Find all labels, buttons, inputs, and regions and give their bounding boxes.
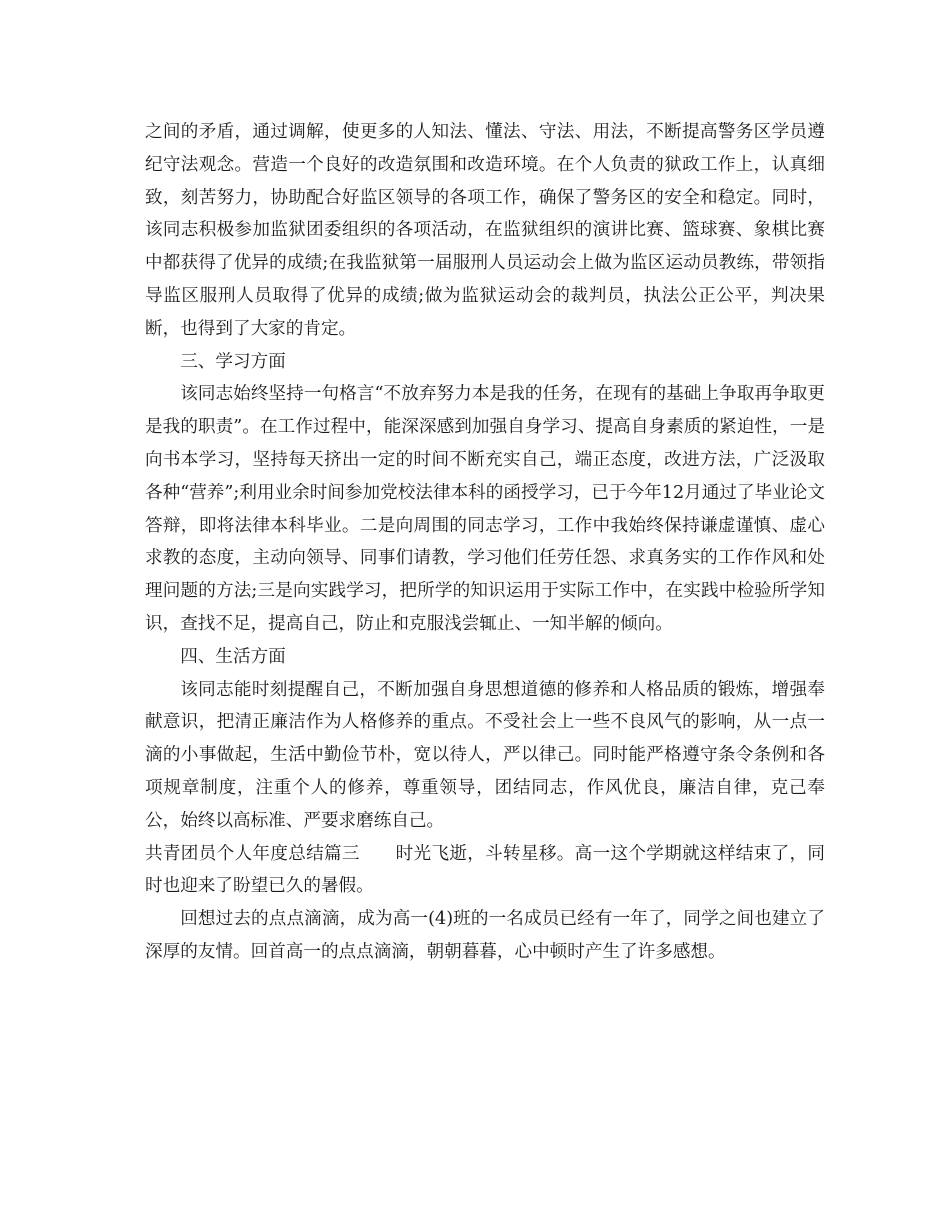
paragraph-life: 该同志能时刻提醒自己，不断加强自身思想道德的修养和人格品质的锻炼，增强奉献意识，把清正廉洁作为人格修养的重点。不受社会上一些不良风气的影响，从一点一滴的小事做起，生活中勤俭节朴，宽以待人，严以律己。同时能严格遵守条令条例和各项规章制度，注重个人的修养，尊重领导，团结同志，作风优良，廉洁自律，克己奉公，始终以高标准、严要求磨练自己。 <box>145 679 825 831</box>
section-heading-study: 三、学习方面 <box>180 351 286 372</box>
paragraph-reflection: 回想过去的点点滴滴，成为高一(4)班的一名成员已经有一年了，同学之间也建立了深厚的友情。回首高一的点点滴滴，朝朝暮暮，心中顿时产生了许多感想。 <box>145 909 825 962</box>
paragraph-study: 该同志始终坚持一句格言“不放弃努力本是我的任务，在现有的基础上争取再争取更是我的职责”。在工作过程中，能深深感到加强自身学习、提高自身素质的紧迫性，一是向书本学习，坚持每天挤出一定的时间不断充实自己，端正态度，改进方法，广泛汲取各种“营养”;利用业余时间参加党校法律本科的函授学习，已于今年12月通过了毕业论文答辩，即将法律本科毕业。二是向周围的同志学习，工作中我始终保持谦虚谨慎、虚心求教的态度，主动向领导、同事们请教，学习他们任劳任怨、求真务实的工作作风和处理问题的方法;三是向实践学习，把所学的知识运用于实际工作中，在实践中检验所学知识，查找不足，提高自己，防止和克服浅尝辄止、一知半解的倾向。 <box>145 384 825 634</box>
paragraph-work-conduct: 之间的矛盾，通过调解，使更多的人知法、懂法、守法、用法，不断提高警务区学员遵纪守法观念。营造一个良好的改造氛围和改造环境。在个人负责的狱政工作上，认真细致，刻苦努力，协助配合好监区领导的各项工作，确保了警务区的安全和稳定。同时，该同志积极参加监狱团委组织的各项活动，在监狱组织的演讲比赛、篮球赛、象棋比赛中都获得了优异的成绩;在我监狱第一届服刑人员运动会上做为监区运动员教练，带领指导监区服刑人员取得了优异的成绩;做为监狱运动会的裁判员，执法公正公平，判决果断，也得到了大家的肯定。 <box>145 122 825 339</box>
section-heading-life: 四、生活方面 <box>180 646 286 667</box>
article-title-part-three: 共青团员个人年度总结篇三 时光飞逝，斗转星移。高一这个学期就这样结束了，同时也迎来了盼望已久的暑假。 <box>145 843 825 897</box>
document-body <box>145 116 825 969</box>
